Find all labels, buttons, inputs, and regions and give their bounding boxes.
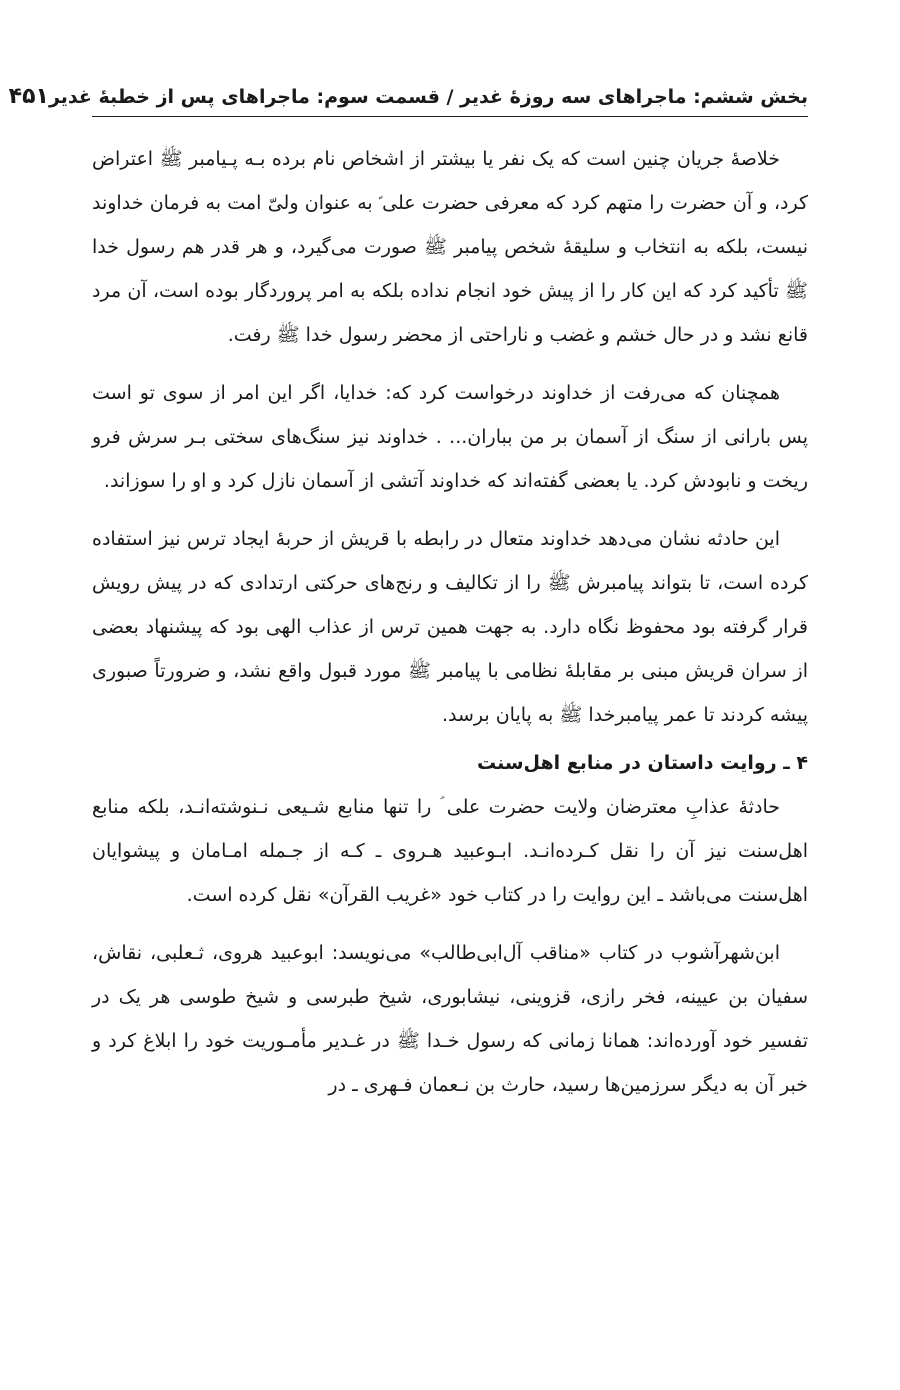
paragraph: حادثهٔ عذابِ معترضان ولایت حضرت علی ؑ را تنها منابع شـیعی نـنوشته‌انـد، بلکه منابع اهل‌سنت نیز آن را نقل کـرده‌انـد. ابـوعبید هـروی ـ کـه از جـمله امـامان و پیشوایان اهل‌سنت می‌باشد ـ این روایت را در کتاب خود «غریب القرآن» نقل کرده است. xyxy=(92,796,808,906)
paragraph: همچنان که می‌رفت از خداوند درخواست کرد که: خدایا، اگر این امر از سوی تو است پس بارانی از سنگ از آسمان بر من بباران... . خداوند نیز سنگ‌های سختی بـر سرش فرو ریخت و نابودش کرد. یا بعضی گفته‌اند که خداوند آتشی از آسمان نازل کرد و او را سوزاند. xyxy=(92,382,808,492)
paragraph: ابن‌شهرآشوب در کتاب «مناقب آل‌ابی‌طالب» می‌نویسد: ابوعبید هروی، ثـعلبی، نقاش، سفیان بن عیینه، فخر رازی، قزوینی، نیشابوری، شیخ طبرسی و شیخ طوسی هر یک در تفسیر خود آورده‌اند: همانا زمانی که رسول خـدا ﷺ در غـدیر مأمـوریت خود را ابلاغ کرد و خبر آن به دیگر سرزمین‌ها رسید، حارث بن نـعمان فـهری ـ در xyxy=(92,942,808,1096)
header-title: بخش ششم: ماجراهای سه روزهٔ غدیر / قسمت سوم: ماجراهای پس از خطبهٔ غدیر xyxy=(48,86,808,108)
paragraph: خلاصهٔ جریان چنین است که یک نفر یا بیشتر از اشخاص نام برده بـه پـیامبر ﷺ اعتراض کرد، و آن حضرت را متهم کرد که معرفی حضرت علی ؑ به عنوان ولیّ امت به فرمان خداوند نیست، بلکه به انتخاب و سلیقهٔ شخص پیامبر ﷺ صورت می‌گیرد، و هر قدر هم رسول خدا ﷺ تأکید کرد که این کار را از پیش خود انجام نداده بلکه به امر پروردگار بوده است، آن مرد قانع نشد و در حال خشم و غضب و ناراحتی از محضر رسول خدا ﷺ رفت. xyxy=(92,148,808,346)
paragraph: این حادثه نشان می‌دهد خداوند متعال در رابطه با قریش از حربهٔ ایجاد ترس نیز استفاده کرده است، تا بتواند پیامبرش ﷺ را از تکالیف و رنج‌های حرکتی ارتدادی که در پیش رویش قرار گرفته بود محفوظ نگاه دارد. به جهت همین ترس از عذاب الهی بود که پیشنهاد بعضی از سران قریش مبنی بر مقابلهٔ نظامی با پیامبر ﷺ مورد قبول واقع نشد، و ضرورتاً صبوری پیشه کردند تا عمر پیامبرخدا ﷺ به پایان برسد. xyxy=(92,528,808,726)
section-heading: ۴ ـ روایت داستان در منابع اهل‌سنت xyxy=(476,752,808,774)
running-header xyxy=(8,72,808,117)
page-number: ۴۵۱ xyxy=(8,84,49,109)
book-page xyxy=(8,72,808,1121)
body-text xyxy=(92,137,808,1107)
